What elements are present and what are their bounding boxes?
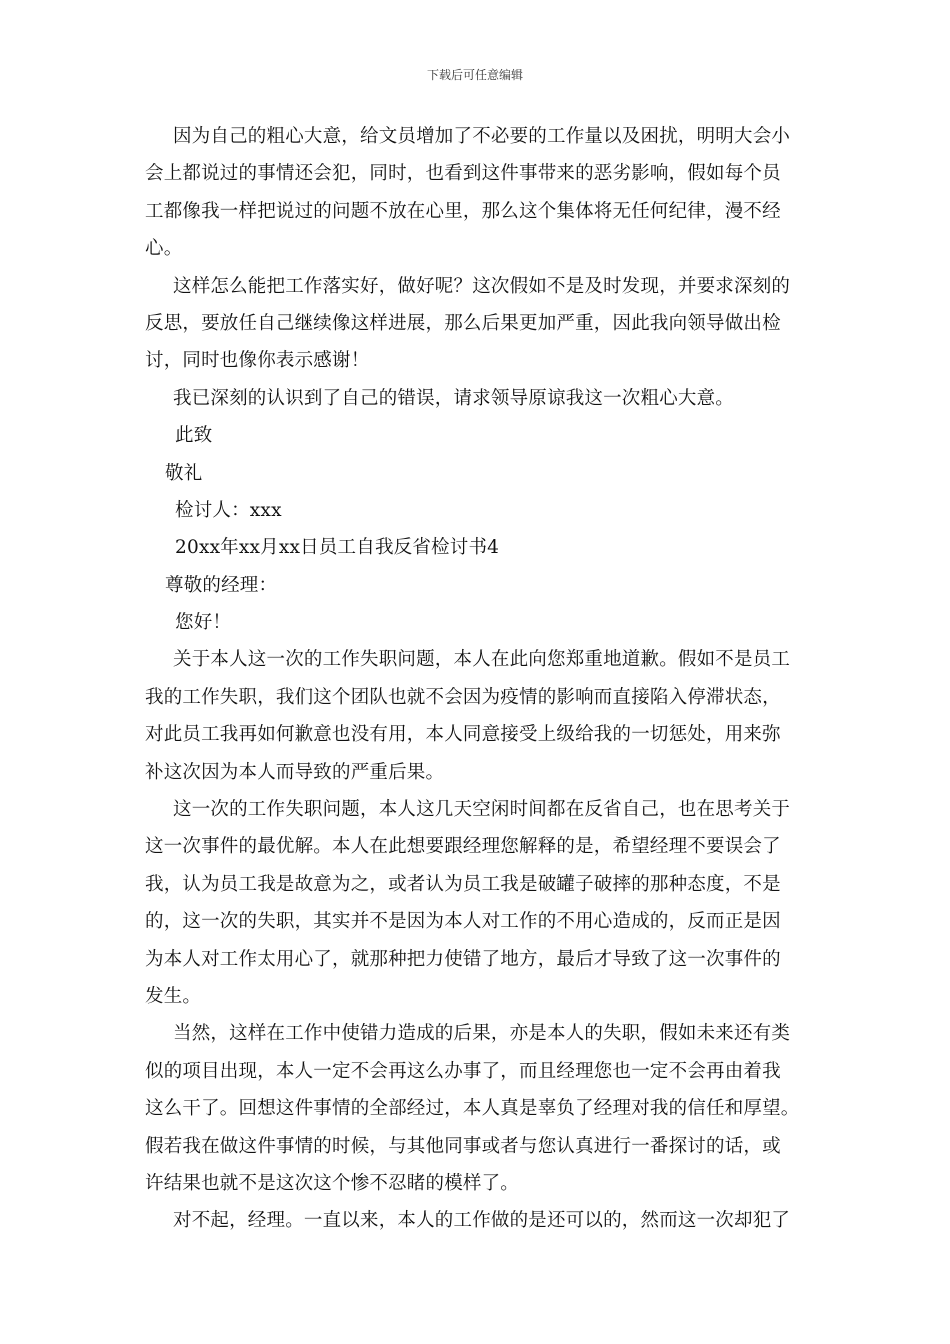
document-line: 补这次因为本人而导致的严重后果。 (145, 761, 445, 783)
document-line: 对此员工我再如何歉意也没有用，本人同意接受上级给我的一切惩处，用来弥 (145, 724, 781, 746)
document-line: 敬礼 (165, 462, 203, 484)
document-line: 关于本人这一次的工作失职问题，本人在此向您郑重地道歉。假如不是员工 (173, 649, 791, 671)
document-line: 心。 (145, 238, 183, 260)
document-line: 许结果也就不是这次这个惨不忍睹的模样了。 (145, 1172, 520, 1194)
document-line: 因为自己的粗心大意，给文员增加了不必要的工作量以及困扰，明明大会小 (173, 126, 791, 147)
document-line: 您好！ (175, 612, 232, 634)
document-line: 工都像我一样把说过的问题不放在心里，那么这个集体将无任何纪律，漫不经 (145, 200, 781, 222)
document-line: 20xx年xx月xx日员工自我反省检讨书4 (175, 537, 500, 559)
document-line: 会上都说过的事情还会犯，同时，也看到这件事带来的恶劣影响，假如每个员 (145, 163, 781, 185)
document-line: 假若我在做这件事情的时候，与其他同事或者与您认真进行一番探讨的话，或 (145, 1135, 781, 1157)
document-line: 检讨人：xxx (175, 499, 282, 521)
document-line: 发生。 (145, 985, 202, 1007)
document-line: 我的工作失职，我们这个团队也就不会因为疫情的影响而直接陷入停滞状态， (145, 686, 781, 708)
document-line: 尊敬的经理： (165, 574, 278, 596)
document-line: 这一次事件的最优解。本人在此想要跟经理您解释的是，希望经理不要误会了 (145, 836, 781, 858)
document-line: 此致 (175, 425, 213, 447)
document-line: 我已深刻的认识到了自己的错误，请求领导原谅我这一次粗心大意。 (173, 387, 735, 409)
document-line: 讨，同时也像你表示感谢！ (145, 350, 370, 372)
document-line: 反思，要放任自己继续像这样进展，那么后果更加严重，因此我向领导做出检 (145, 312, 781, 334)
page-header: 下载后可任意编辑 (426, 68, 523, 82)
document-line: 这样怎么能把工作落实好，做好呢？这次假如不是及时发现，并要求深刻的 (173, 275, 791, 297)
document-line: 为本人对工作太用心了，就那种把力使错了地方，最后才导致了这一次事件的 (145, 948, 781, 970)
document-body (145, 118, 825, 1240)
document-line: 当然，这样在工作中使错力造成的后果，亦是本人的失职，假如未来还有类 (173, 1023, 791, 1045)
document-line: 似的项目出现，本人一定不会再这么办事了，而且经理您也一定不会再由着我 (145, 1060, 781, 1082)
document-line: 我，认为员工我是故意为之，或者认为员工我是破罐子破摔的那种态度，不是 (145, 873, 781, 895)
document-line: 对不起，经理。一直以来，本人的工作做的是还可以的，然而这一次却犯了 (173, 1210, 791, 1232)
document-line: 这么干了。回想这件事情的全部经过，本人真是辜负了经理对我的信任和厚望。 (145, 1098, 800, 1120)
document-line: 这一次的工作失职问题，本人这几天空闲时间都在反省自己，也在思考关于 (173, 799, 791, 821)
document-line: 的，这一次的失职，其实并不是因为本人对工作的不用心造成的，反而正是因 (145, 911, 781, 933)
